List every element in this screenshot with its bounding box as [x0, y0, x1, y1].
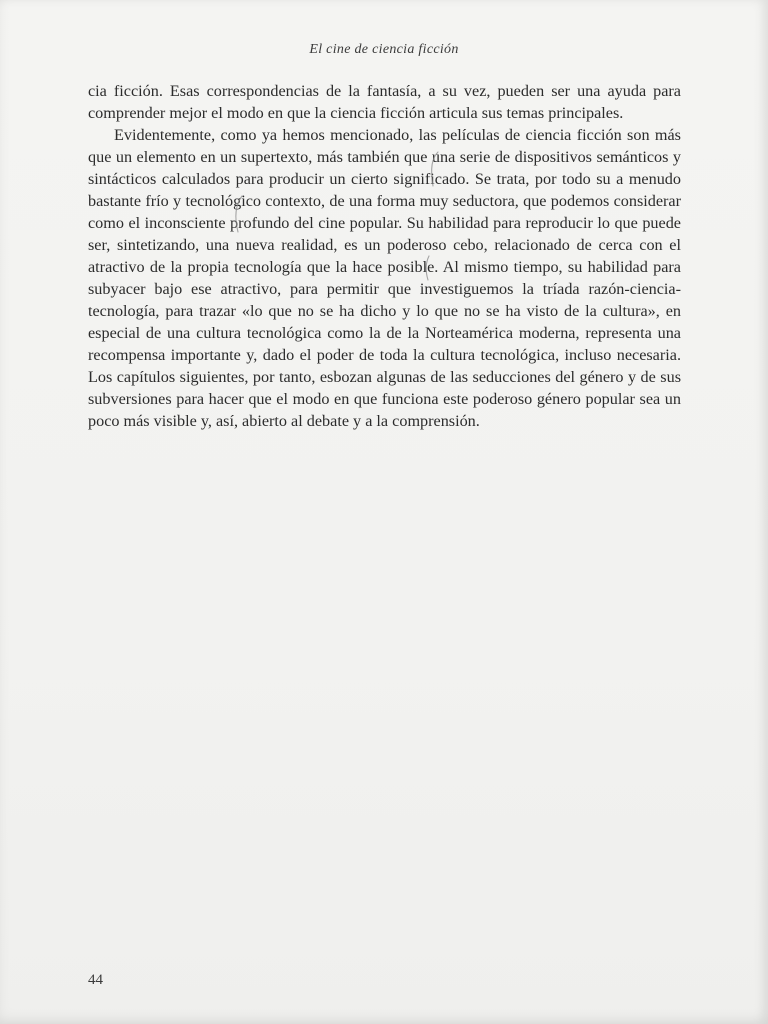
- body-text: [88, 80, 681, 432]
- running-head: El cine de ciencia ficción: [309, 42, 459, 57]
- paragraph-2: Evidentemente, como ya hemos mencionado, las películas de ciencia ficción son más que un elemento en un supertexto, más también que una serie de dispositivos semánticos y sintácticos calculados para producir un cierto significado. Se trata, por todo su a menudo bastante frío y tecnológico contexto, de una forma muy seductora, que podemos considerar como el inconsciente profundo del cine popular. Su habilidad para reproducir lo que puede ser, sintetizando, una nueva realidad, es un poderoso cebo, relacionado de cerca con el atractivo de la propia tecnología que la hace posible. Al mismo tiempo, su habilidad para subyacer bajo ese atractivo, para permitir que investiguemos la tríada razón-ciencia-tecnología, para trazar «lo que no se ha dicho y lo que no se ha visto de la cultura», en especial de una cultura tecnológica como la de la Norteamérica moderna, representa una recompensa importante y, dado el poder de toda la cultura tecnológica, incluso necesaria. Los capítulos siguientes, por tanto, esbozan algunas de las seducciones del género y de sus subversiones para hacer que el modo en que funciona este poderoso género popular sea un poco más visible y, así, abierto al debate y a la comprensión.: [88, 126, 681, 430]
- paragraph-1: cia ficción. Esas correspondencias de la fantasía, a su vez, pueden ser una ayuda para comprender mejor el modo en que la ciencia ficción articula sus temas principales.: [88, 82, 681, 122]
- page-number: 44: [88, 972, 103, 988]
